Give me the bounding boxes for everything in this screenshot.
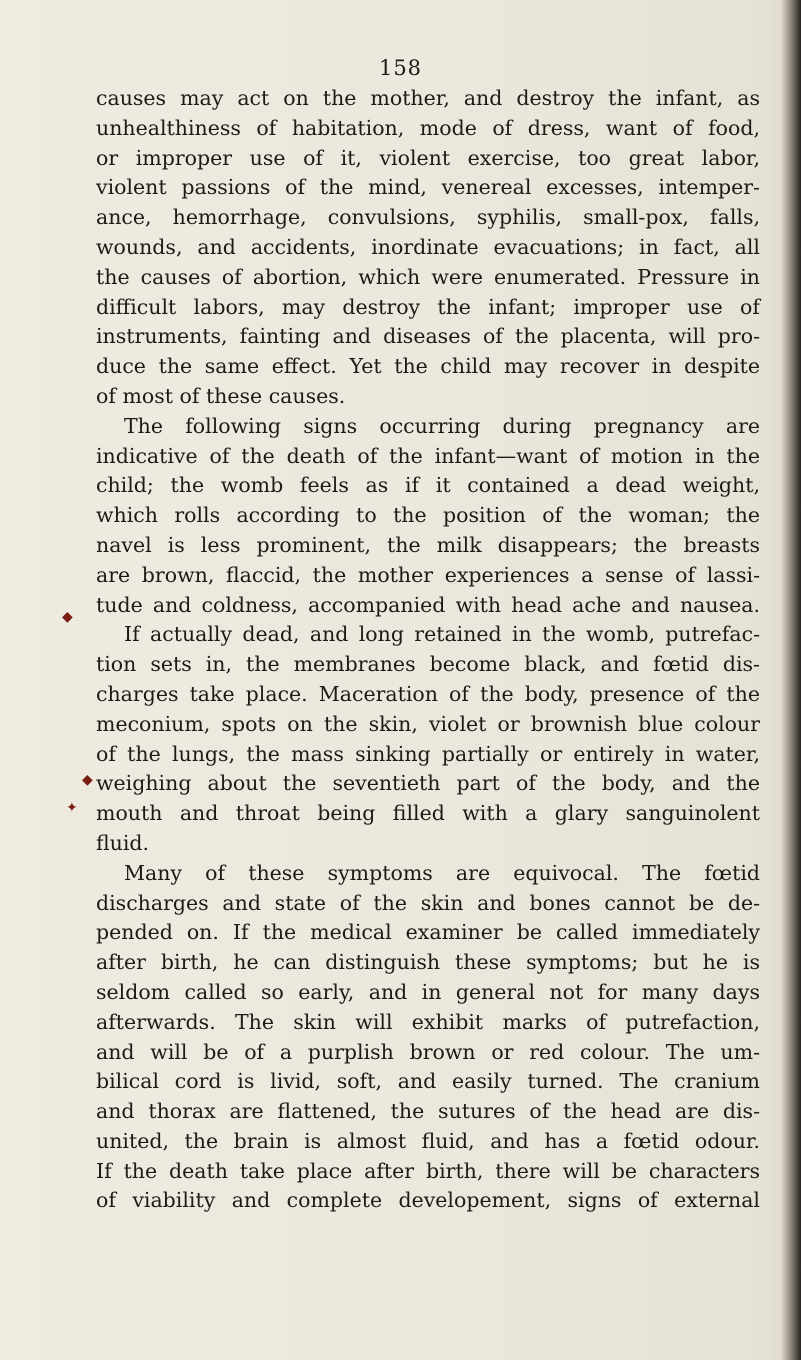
text-line: wounds, and accidents, inordinate evacuations; in fact, all (96, 234, 760, 259)
text-line: bilical cord is livid, soft, and easily turned. The cranium (96, 1069, 760, 1094)
text-line: tion sets in, the membranes become black, and fœtid dis- (96, 652, 760, 677)
text-line: mouth and throat being filled with a glary sanguinolent (96, 801, 760, 826)
text-line: duce the same effect. Yet the child may recover in despite (96, 354, 760, 379)
text-line: or improper use of it, violent exercise, too great labor, (96, 145, 760, 170)
page-number: 158 (378, 56, 423, 80)
text-line: the causes of abortion, which were enumerated. Pressure in (96, 264, 760, 289)
text-line: indicative of the death of the infant—want of motion in the (96, 443, 760, 468)
text-line: violent passions of the mind, venereal excesses, intemper- (96, 175, 760, 200)
body-text (96, 84, 760, 1216)
margin-mark: ✦ (66, 800, 78, 816)
text-line: seldom called so early, and in general not for many days (96, 979, 760, 1004)
text-line: Many of these symptoms are equivocal. The fœtid (124, 860, 760, 885)
text-line: united, the brain is almost fluid, and has a fœtid odour. (96, 1128, 760, 1153)
text-line: afterwards. The skin will exhibit marks of putrefaction, (96, 1009, 760, 1034)
text-line: of the lungs, the mass sinking partially or entirely in water, (96, 741, 760, 766)
text-line: and thorax are flattened, the sutures of the head are dis- (96, 1099, 760, 1124)
text-line: ance, hemorrhage, convulsions, syphilis, small-pox, falls, (96, 205, 760, 230)
margin-mark: ◆ (62, 609, 73, 625)
text-line: fluid. (96, 830, 150, 855)
text-line: If the death take place after birth, there will be characters (96, 1158, 760, 1183)
text-line: of viability and complete developement, signs of external (96, 1188, 760, 1213)
text-line: which rolls according to the position of the woman; the (96, 503, 760, 528)
text-line: causes may act on the mother, and destroy the infant, as (96, 86, 760, 110)
text-line: If actually dead, and long retained in the womb, putrefac- (124, 622, 760, 647)
text-line: tude and coldness, accompanied with head ache and nausea. (96, 592, 760, 617)
text-line: charges take place. Maceration of the body, presence of the (96, 681, 760, 706)
text-line: of most of these causes. (96, 383, 346, 408)
text-line: meconium, spots on the skin, violet or brownish blue colour (96, 711, 760, 736)
text-line: discharges and state of the skin and bones cannot be de- (96, 890, 760, 915)
text-line: after birth, he can distinguish these symptoms; but he is (96, 950, 760, 975)
text-line: are brown, flaccid, the mother experiences a sense of lassi- (96, 562, 760, 587)
text-line: and will be of a purplish brown or red colour. The um- (96, 1039, 760, 1064)
margin-mark: ◆ (82, 772, 93, 788)
text-line: child; the womb feels as if it contained a dead weight, (96, 473, 760, 498)
page-edge-shadow (781, 0, 801, 1360)
text-line: The following signs occurring during pregnancy are (124, 413, 760, 438)
text-line: unhealthiness of habitation, mode of dress, want of food, (96, 115, 760, 140)
text-line: weighing about the seventieth part of the body, and the (96, 771, 760, 796)
text-line: pended on. If the medical examiner be called immediately (96, 920, 760, 945)
text-line: difficult labors, may destroy the infant; improper use of (96, 294, 760, 319)
text-line: navel is less prominent, the milk disappears; the breasts (96, 532, 760, 557)
text-line: instruments, fainting and diseases of the placenta, will pro- (96, 324, 760, 349)
